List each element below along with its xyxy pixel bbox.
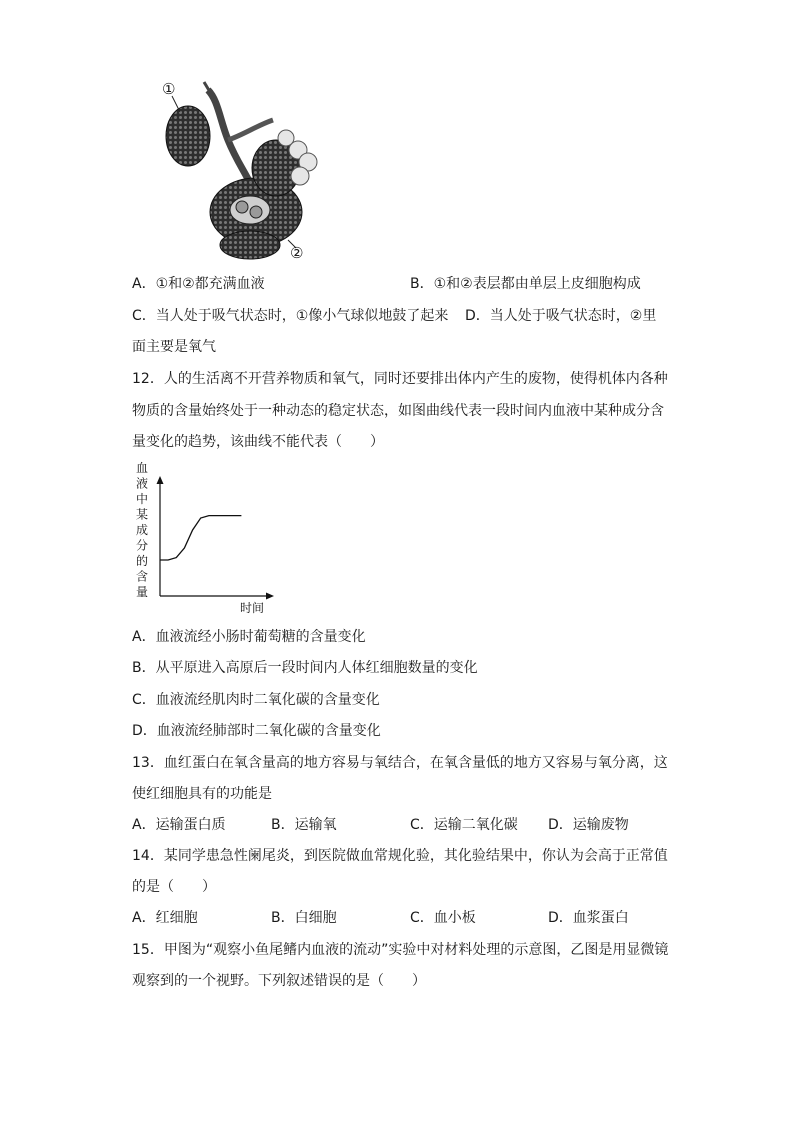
y-label-char: 的 [136, 554, 149, 568]
y-axis-label [136, 461, 148, 599]
q14-option-b: B．白细胞 [271, 910, 337, 926]
q14-stem-line2: 的是（ ） [132, 879, 216, 895]
q11-option-b: B．①和②表层都由单层上皮细胞构成 [410, 276, 641, 292]
alveoli-drawing [158, 80, 328, 266]
q11-option-d-cont: 面主要是氧气 [132, 339, 216, 355]
q14-option-c: C．血小板 [410, 910, 476, 926]
y-label-char: 中 [136, 492, 149, 506]
y-axis-arrow [157, 476, 164, 484]
y-label-char: 量 [136, 585, 149, 599]
x-axis-arrow [266, 593, 274, 600]
q14-option-d: D．血浆蛋白 [548, 910, 629, 926]
y-label-char: 某 [136, 507, 149, 522]
q14-stem-line1: 14．某同学患急性阑尾炎，到医院做血常规化验，其化验结果中，你认为会高于正常值 [132, 848, 668, 864]
q12-stem-line3: 量变化的趋势，该曲线不能代表（ ） [132, 434, 384, 450]
q12-option-d: D．血液流经肺部时二氧化碳的含量变化 [132, 723, 381, 739]
x-axis-label: 时间 [240, 601, 265, 615]
q13-option-b: B．运输氧 [271, 817, 337, 833]
q14-option-a: A．红细胞 [132, 910, 198, 926]
q12-option-a: A．血液流经小肠时葡萄糖的含量变化 [132, 629, 366, 645]
q13-option-a: A．运输蛋白质 [132, 817, 226, 833]
y-label-char: 成 [136, 523, 149, 537]
alveoli-illustration [158, 80, 328, 266]
q12-stem-line2: 物质的含量始终处于一种动态的稳定状态，如图曲线代表一段时间内血液中某种成分含 [132, 403, 664, 419]
trend-curve [160, 516, 241, 560]
q11-option-d: D．当人处于吸气状态时，②里 [465, 308, 657, 324]
q13-stem-line1: 13．血红蛋白在氧含量高的地方容易与氧结合，在氧含量低的地方又容易与氧分离，这 [132, 755, 668, 771]
q13-option-d: D．运输废物 [548, 817, 629, 833]
y-label-char: 含 [136, 569, 149, 584]
q11-option-a: A．①和②都充满血液 [132, 276, 265, 292]
q15-stem-line1: 15．甲图为“观察小鱼尾鳍内血液的流动”实验中对材料处理的示意图，乙图是用显微镜 [132, 942, 669, 958]
q12-stem-line1: 12．人的生活离不开营养物质和氧气，同时还要排出体内产生的废物，使得机体内各种 [132, 371, 668, 387]
q12-chart-svg [128, 460, 278, 620]
y-label-char: 液 [136, 476, 149, 491]
label-2: ② [290, 244, 304, 262]
q13-option-c: C．运输二氧化碳 [410, 817, 518, 833]
q13-stem-line2: 使红细胞具有的功能是 [132, 786, 272, 802]
y-label-char: 血 [136, 461, 149, 475]
q11-option-c: C．当人处于吸气状态时，①像小气球似地鼓了起来 [132, 308, 449, 324]
label-1: ① [162, 80, 176, 98]
q12-option-b: B．从平原进入高原后一段时间内人体红细胞数量的变化 [132, 660, 478, 676]
q12-chart [128, 460, 278, 620]
q12-option-c: C．血液流经肌肉时二氧化碳的含量变化 [132, 692, 380, 708]
y-label-char: 分 [136, 538, 149, 553]
q15-stem-line2: 观察到的一个视野。下列叙述错误的是（ ） [132, 973, 426, 989]
